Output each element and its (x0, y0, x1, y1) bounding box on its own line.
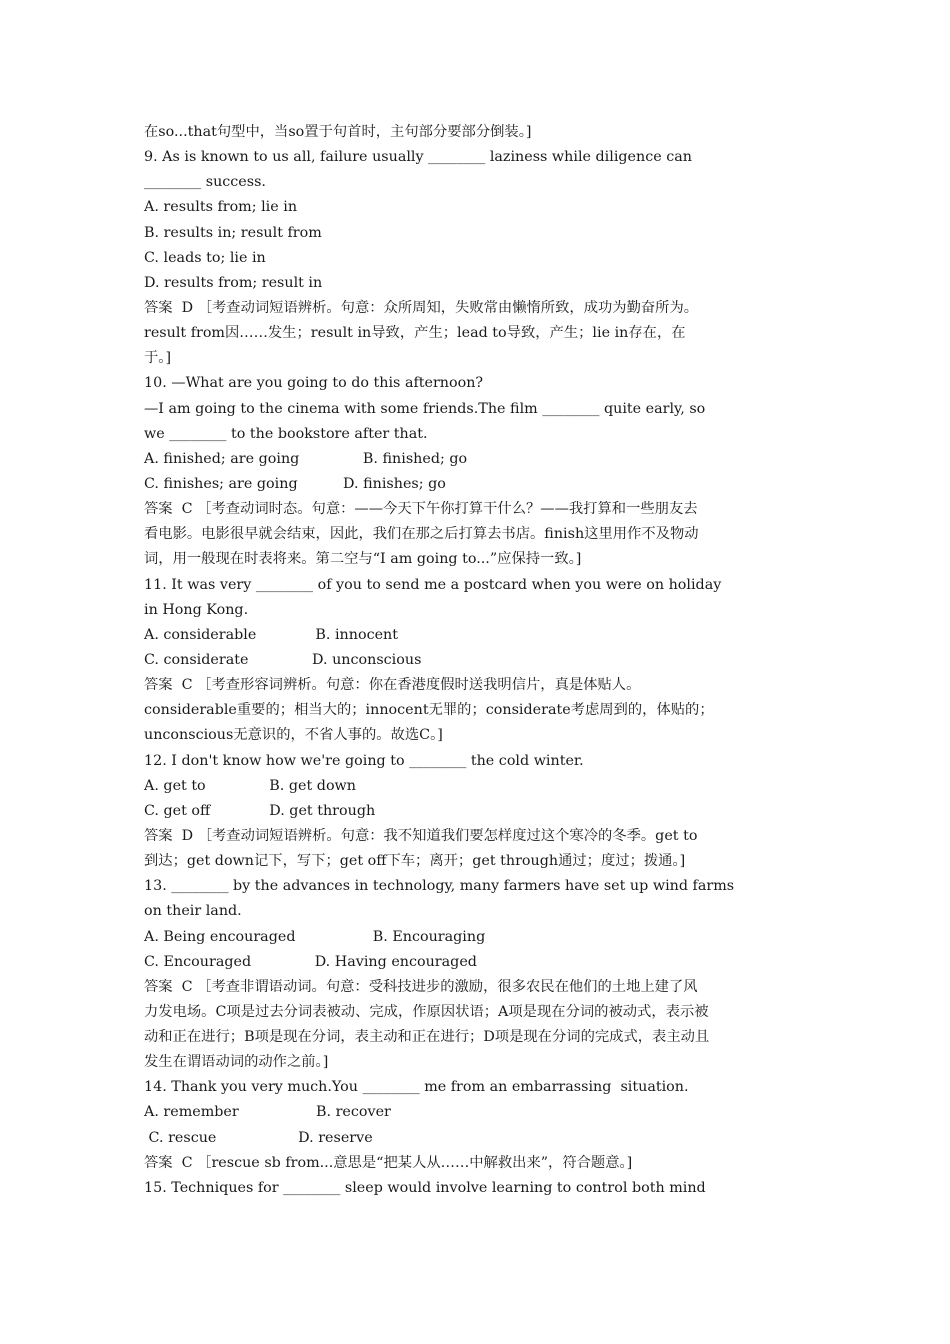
question-10-stem-cont: we ________ to the bookstore after that. (144, 425, 428, 442)
question-11-stem-cont: in Hong Kong. (144, 601, 249, 618)
question-9-answer-cont: 于。] (144, 350, 172, 367)
question-13-answer-cont: 动和正在进行；B项是现在分词，表主动和正在进行；D项是现在分词的完成式，表主动且 (144, 1029, 710, 1046)
question-10-answer-cont: 词，用一般现在时表将来。第二空与“I am going to...”应保持一致。] (144, 551, 582, 568)
question-13-answer: 答案 C ［考查非谓语动词。句意：受科技进步的激励，很多农民在他们的土地上建了风 (144, 978, 698, 995)
question-10-options-cd: C. finishes; are going D. finishes; go (144, 475, 446, 492)
question-9-stem-cont: ________ success. (144, 174, 266, 191)
question-11-stem: 11. It was very ________ of you to send me a postcard when you were on holiday (144, 576, 722, 593)
question-13-stem: 13. ________ by the advances in technology, many farmers have set up wind farms (144, 878, 735, 895)
question-13-answer-cont: 发生在谓语动词的动作之前。] (144, 1054, 329, 1071)
question-11-options-cd: C. considerate D. unconscious (144, 651, 422, 668)
question-9-answer: 答案 D ［考查动词短语辨析。句意：众所周知，失败常由懒惰所致，成功为勤奋所为。 (144, 299, 699, 316)
question-13-answer-cont: 力发电场。C项是过去分词表被动、完成，作原因状语；A项是现在分词的被动式，表示被 (144, 1003, 709, 1020)
document-page (144, 120, 812, 1201)
question-11-answer-cont: considerable重要的；相当大的；innocent无罪的；considerate考虑周到的，体贴的； (144, 702, 714, 719)
question-10-stem-cont: —I am going to the cinema with some friends.The film ________ quite early, so (144, 400, 706, 417)
question-11-answer: 答案 C ［考查形容词辨析。句意：你在香港度假时送我明信片，真是体贴人。 (144, 677, 641, 694)
question-10-options-ab: A. finished; are going B. finished; go (144, 450, 468, 467)
question-9-option-c: C. leads to; lie in (144, 249, 266, 266)
question-12-options-ab: A. get to B. get down (144, 777, 356, 794)
text-line: 在so...that句型中，当so置于句首时，主句部分要部分倒装。] (144, 124, 532, 140)
question-12-options-cd: C. get off D. get through (144, 802, 376, 819)
question-15-stem: 15. Techniques for ________ sleep would involve learning to control both mind (144, 1179, 706, 1196)
question-14-answer: 答案 C ［rescue sb from...意思是“把某人从……中解救出来”，符合题意。] (144, 1154, 633, 1171)
question-12-answer-cont: 到达；get down记下，写下；get off下车；离开；get through通过；度过；拨通。] (144, 853, 686, 870)
question-14-options-cd: C. rescue D. reserve (144, 1129, 373, 1146)
question-10-stem: 10. —What are you going to do this afternoon? (144, 375, 484, 392)
question-13-options-ab: A. Being encouraged B. Encouraging (144, 928, 486, 945)
question-13-options-cd: C. Encouraged D. Having encouraged (144, 953, 477, 970)
question-10-answer: 答案 C ［考查动词时态。句意：——今天下午你打算干什么？——我打算和一些朋友去 (144, 501, 698, 518)
question-9-answer-cont: result from因……发生；result in导致，产生；lead to导致，产生；lie in存在，在 (144, 325, 686, 342)
question-14-stem: 14. Thank you very much.You ________ me from an embarrassing situation. (144, 1079, 689, 1096)
question-14-options-ab: A. remember B. recover (144, 1104, 391, 1121)
question-9-option-b: B. results in; result from (144, 224, 322, 241)
question-9-stem: 9. As is known to us all, failure usually ________ laziness while diligence can (144, 149, 692, 166)
question-10-answer-cont: 看电影。电影很早就会结束，因此，我们在那之后打算去书店。finish这里用作不及物动 (144, 526, 699, 543)
question-11-answer-cont: unconscious无意识的，不省人事的。故选C。] (144, 727, 443, 744)
question-13-stem-cont: on their land. (144, 903, 242, 920)
question-12-stem: 12. I don't know how we're going to ________ the cold winter. (144, 752, 584, 769)
question-11-options-ab: A. considerable B. innocent (144, 626, 398, 643)
question-12-answer: 答案 D ［考查动词短语辨析。句意：我不知道我们要怎样度过这个寒冷的冬季。get to (144, 827, 698, 844)
question-9-option-d: D. results from; result in (144, 274, 323, 291)
question-9-option-a: A. results from; lie in (144, 199, 298, 216)
